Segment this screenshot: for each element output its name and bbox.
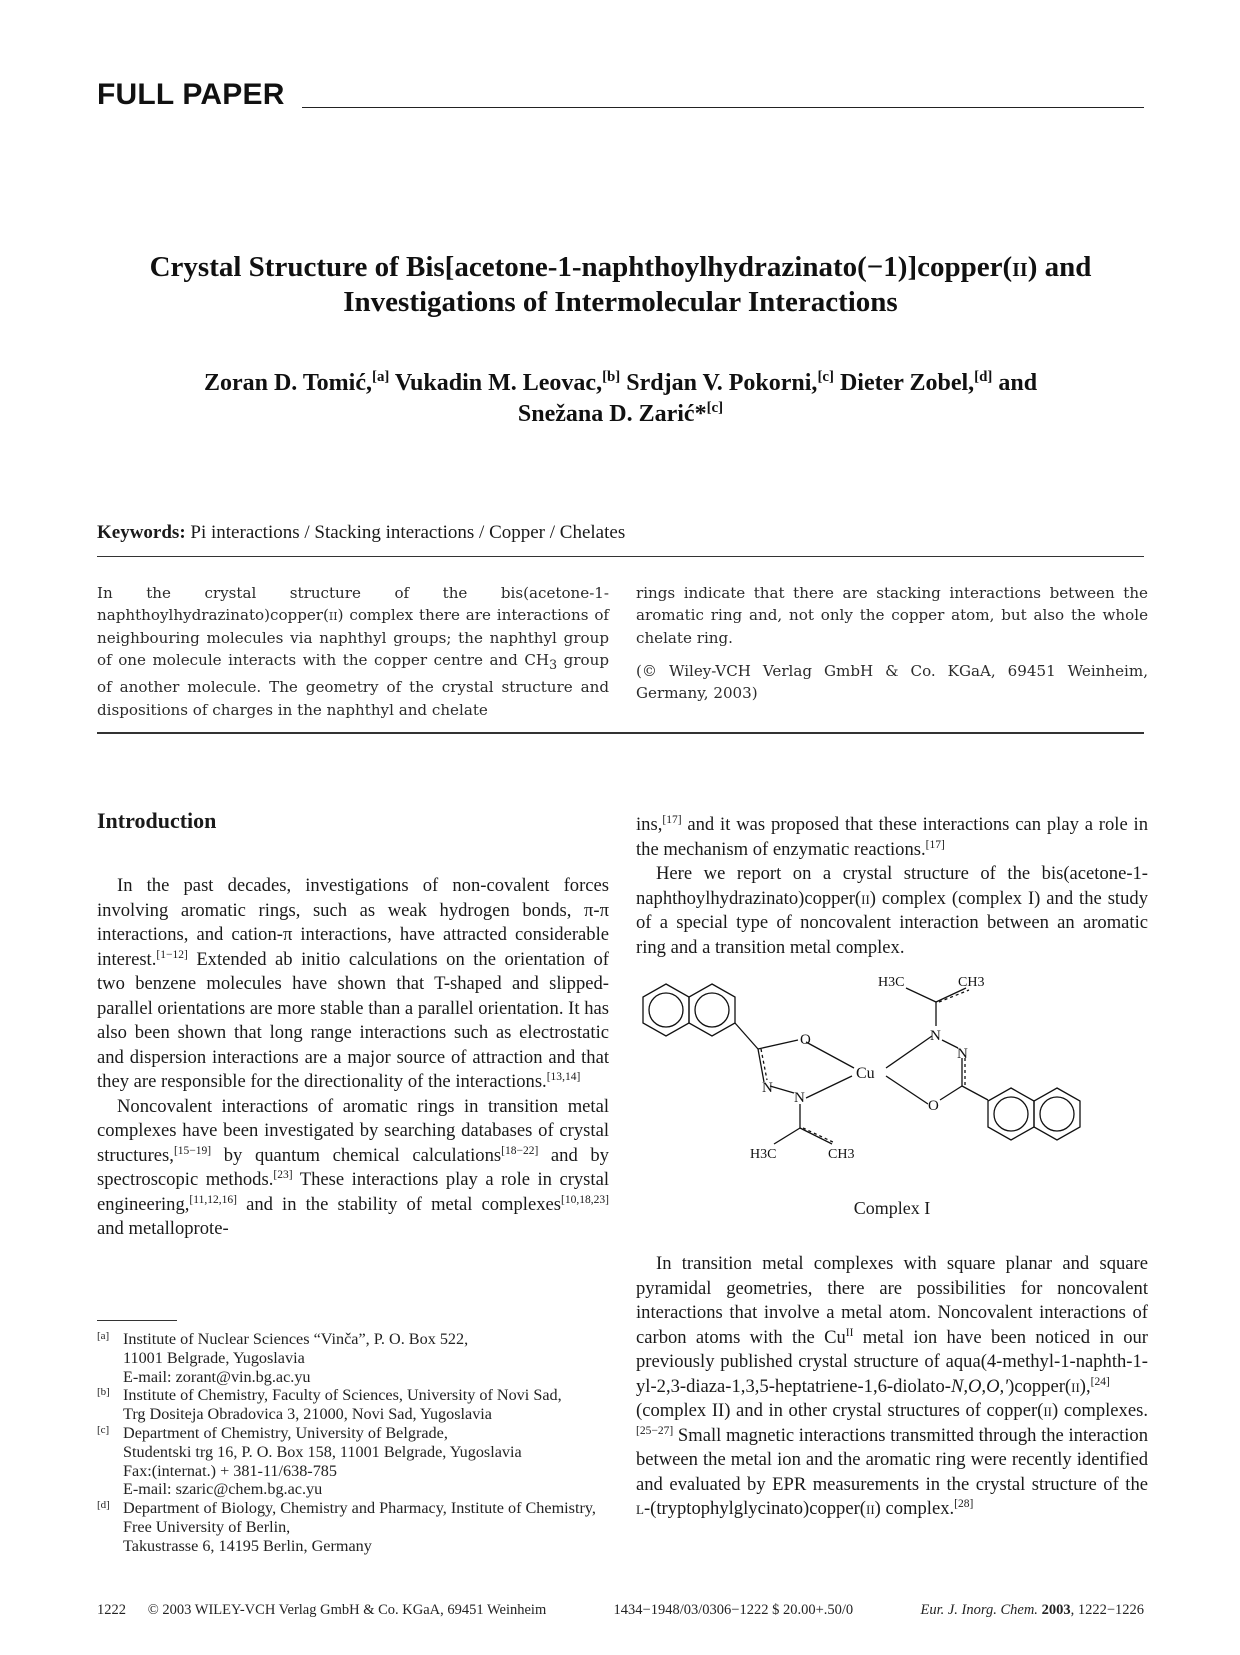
stereo-descriptor: l: [636, 1498, 644, 1519]
body-text: ins,: [636, 814, 663, 835]
page-range: , 1222−1226: [1070, 1602, 1144, 1618]
author-name: Srdjan V. Pokorni,: [626, 370, 818, 396]
atom-label-n: N: [794, 1090, 805, 1106]
footnote-rule: [97, 1320, 177, 1321]
title-part: ) and: [1027, 251, 1092, 283]
citation: [11,12,16]: [189, 1193, 237, 1206]
methyl-label: H3C: [750, 1147, 777, 1162]
abstract-text: group of another molecule. The geometry of the crystal structure and dispositions of charges in the naphthyl and chelate: [97, 650, 609, 719]
oxidation-state: ii: [1071, 1375, 1080, 1397]
footnote-mark: [a]: [97, 1330, 110, 1342]
body-text: In the past decades, investigations of non-covalent forces involving aromatic rings, such as weak hydrogen bonds, π-π interactions, and cation-π interactions, have attracted considerable interest.: [97, 875, 609, 970]
abstract-text: rings indicate that there are stacking interactions between the aromatic ring and, not only the copper atom, but also the whole chelate ring.: [636, 584, 1148, 647]
footnote: [97, 1424, 613, 1499]
methyl-label: CH3: [958, 975, 985, 990]
footnote: [97, 1330, 613, 1386]
affiliation-mark: [d]: [974, 369, 993, 385]
author-conjunction: and: [998, 370, 1038, 396]
title-line-2: Investigations of Intermolecular Interactions: [343, 286, 898, 318]
abstract-rule: [97, 732, 1144, 734]
body-text: These interactions play a role in crystal engineering,: [97, 1169, 610, 1215]
footnote-line: E-mail: zorant@vin.bg.ac.yu: [123, 1367, 311, 1386]
keywords-text: Pi interactions / Stacking interactions / Copper / Chelates: [190, 522, 626, 543]
body-text: ) complex (complex I) and the study of a special type of noncovalent interaction between an aromatic ring and a transition metal complex.: [636, 887, 1148, 958]
oxidation-state: ii: [861, 887, 870, 909]
copyright: © 2003 WILEY-VCH Verlag GmbH & Co. KGaA, 69451 Weinheim: [147, 1602, 547, 1618]
atom-label-n: N: [930, 1028, 941, 1044]
footnote-line: E-mail: szaric@chem.bg.ac.yu: [123, 1480, 323, 1499]
title-minus: −: [866, 251, 884, 283]
article-code: 1434−1948/03/0306−1222 $ 20.00+.50/0: [613, 1602, 854, 1618]
affiliation-mark: [b]: [602, 369, 621, 385]
citation: [28]: [954, 1497, 974, 1510]
complex-structure-diagram: [636, 960, 1148, 1190]
body-text: In transition metal complexes with square planar and square pyramidal geometries, there are possibilities for noncovalent interactions that involve a metal atom. Noncovalent interactions of carbon atoms with the Cu: [636, 1253, 1148, 1348]
body-text: ) complex.: [874, 1498, 955, 1519]
header-rule: [302, 107, 1144, 108]
oxidation-state: ii: [1012, 251, 1028, 283]
intro-text: [97, 874, 609, 1242]
body-text: Small magnetic interactions transmitted through the interaction between the metal ion and the aromatic ring were recently identified and evaluated by EPR measurements in the crystal structure of the: [636, 1424, 1148, 1495]
atom-label-o: O: [928, 1098, 939, 1114]
citation: [25−27]: [636, 1424, 674, 1437]
naphthalene-ring-left-b: [689, 984, 735, 1036]
footnote: [97, 1386, 613, 1424]
footnote-line: Takustrasse 6, 14195 Berlin, Germany: [123, 1536, 372, 1555]
oxidation-state: ii: [865, 1498, 875, 1519]
citation: [17]: [662, 813, 682, 826]
body-text: ) complexes.: [1052, 1400, 1148, 1421]
body-text: metal ion have been noticed in our previously published crystal structure of aqua(4-methyl-1-naphth-1-yl-2,3-diaza-1,3,5-heptatriene-1,6-diolato-: [636, 1326, 1148, 1397]
footnote-line: Institute of Nuclear Sciences “Vinča”, P. O. Box 522,: [123, 1330, 469, 1348]
right-column-bottom: [636, 1252, 1148, 1522]
footnote-line: 11001 Belgrade, Yugoslavia: [123, 1348, 305, 1367]
methyl-label: CH3: [828, 1147, 855, 1162]
footnote-line: Trg Dositeja Obradovica 3, 21000, Novi Sad, Yugoslavia: [123, 1405, 492, 1424]
body-text: and metalloprote-: [97, 1218, 229, 1239]
title-part: Crystal Structure of Bis[acetone-1-naphthoylhydrazinato(: [149, 251, 867, 283]
footnote: [97, 1499, 613, 1555]
body-text: ),: [1079, 1375, 1091, 1397]
footnotes: [97, 1330, 613, 1556]
abstract-text: ) complex there are interactions of neighbouring molecules via naphthyl groups; the naphthyl group of one molecule interacts with the copper centre and CH: [97, 606, 609, 669]
page-footer: [97, 1602, 1144, 1619]
footnote-line: Department of Chemistry, University of Belgrade,: [123, 1423, 448, 1442]
footnote-mark: [c]: [97, 1423, 110, 1436]
abstract-left: [97, 582, 609, 721]
body-text: Here we report on a crystal structure of the bis(acetone-1-naphthoylhydrazinato)copper(: [636, 863, 1148, 909]
body-text: and in the stability of metal complexes: [236, 1193, 562, 1215]
abstract-right: [636, 582, 1148, 704]
abstract-copyright: (© Wiley-VCH Verlag GmbH & Co. KGaA, 69451 Weinheim, Germany, 2003): [636, 661, 1148, 703]
body-text: Noncovalent interactions of aromatic rings in transition metal complexes have been investigated by searching databases of crystal structures,: [97, 1095, 609, 1166]
footnote-mark: [b]: [97, 1386, 110, 1399]
paper-title: [97, 250, 1144, 320]
body-text: (complex II) and in other crystal structures of copper(: [636, 1400, 1044, 1421]
footnote-mark: [d]: [97, 1499, 110, 1512]
abstract-text: In the crystal structure of the bis(acetone-1-naphthoylhydrazinato)copper(: [97, 584, 609, 625]
body-text: and by spectroscopic methods.: [97, 1144, 609, 1190]
author-name: Snežana D. Zarić*: [517, 401, 707, 427]
atom-label-n: N: [957, 1046, 968, 1062]
atom-label-cu: Cu: [856, 1065, 875, 1082]
keywords: [97, 522, 625, 544]
naphthalene-ring-right-b: [1034, 1088, 1080, 1140]
naphthalene-ring-right-a: [988, 1088, 1034, 1140]
atom-label-n: N: [762, 1080, 773, 1096]
naphthalene-ring-left-a: [643, 984, 689, 1036]
citation: [15−19]: [173, 1144, 212, 1157]
oxidation-state: ii: [328, 606, 338, 625]
citation: [18−22]: [501, 1144, 539, 1157]
subscript: 3: [549, 656, 558, 672]
page-number: 1222: [97, 1602, 126, 1618]
citation: [1−12]: [156, 948, 188, 961]
body-text: Extended ab initio calculations on the orientation of two benzene molecules have shown that T-shaped and slipped-parallel orientations are more stable than a parallel orientation. It has also been shown that long range interactions such as electrostatic and dispersion interactions are a major source of attraction and that they are responsible for the directionality of the interactions.: [97, 948, 609, 1092]
footnote-line: Department of Biology, Chemistry and Pharmacy, Institute of Chemistry, Free University of Berlin,: [123, 1499, 596, 1536]
author-name: Vukadin M. Leovac,: [394, 370, 603, 396]
body-text: by quantum chemical calculations: [211, 1144, 502, 1166]
italic-text: N,O,O,': [950, 1375, 1009, 1397]
figure-caption: Complex I: [853, 1198, 931, 1218]
body-text: and it was proposed that these interactions can play a role in the mechanism of enzymatic reactions.: [636, 814, 1148, 860]
journal-name: Eur. J. Inorg. Chem.: [920, 1602, 1038, 1618]
right-column-top: [636, 813, 1148, 960]
citation: [13,14]: [546, 1070, 581, 1083]
author-list: [97, 368, 1144, 430]
citation: [10,18,23]: [561, 1193, 609, 1206]
footnote-line: Studentski trg 16, P. O. Box 158, 11001 Belgrade, Yugoslavia: [123, 1442, 522, 1461]
section-label: FULL PAPER: [97, 78, 285, 111]
oxidation-state: ii: [1043, 1400, 1053, 1421]
keywords-label: Keywords:: [97, 522, 186, 543]
footnote-line: Fax:(internat.) + 381-11/638-785: [123, 1461, 337, 1480]
section-heading: Introduction: [97, 808, 217, 833]
citation: [24]: [1090, 1375, 1110, 1388]
citation: [17]: [925, 838, 945, 851]
footnote-line: Institute of Chemistry, Faculty of Sciences, University of Novi Sad,: [123, 1386, 562, 1405]
keywords-rule: [97, 556, 1144, 557]
affiliation-mark: [a]: [371, 369, 390, 385]
citation: [23]: [273, 1168, 293, 1181]
author-name: Dieter Zobel,: [839, 370, 975, 396]
journal-year: 2003: [1041, 1602, 1071, 1618]
author-name: Zoran D. Tomić,: [203, 370, 372, 396]
body-text: )copper(: [1008, 1375, 1072, 1397]
affiliation-mark: [c]: [706, 400, 724, 416]
title-part: 1)]copper(: [883, 251, 1013, 283]
body-text: -(tryptophylglycinato)copper(: [643, 1498, 866, 1519]
superscript: II: [845, 1326, 854, 1339]
methyl-label: H3C: [878, 975, 905, 990]
atom-label-o: O: [800, 1032, 811, 1048]
affiliation-mark: [c]: [817, 369, 834, 385]
